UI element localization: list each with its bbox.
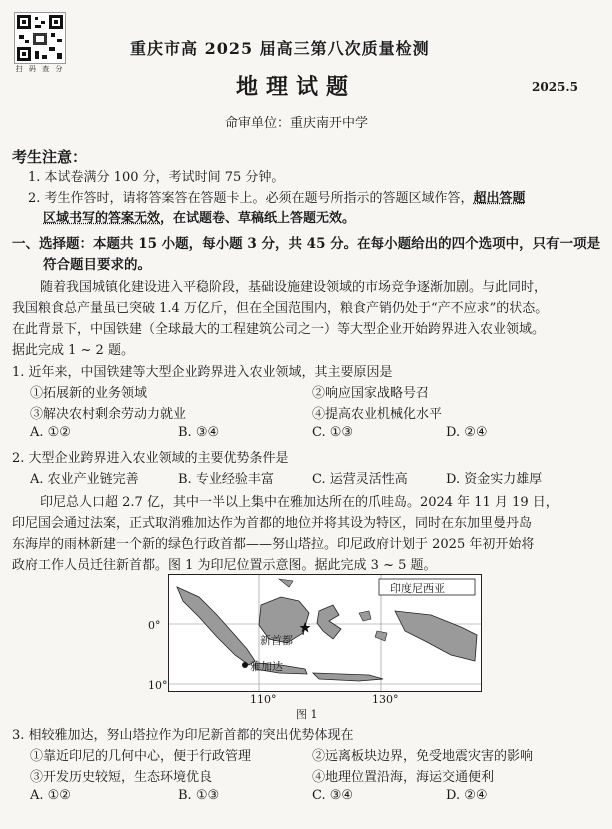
q2-option-b[interactable]: B. 专业经验丰富 xyxy=(178,472,274,487)
q3-statement-1: ①靠近印尼的几何中心，便于行政管理 xyxy=(30,749,252,764)
q1-option-c[interactable]: C. ①③ xyxy=(312,425,354,440)
q1-statement-2: ②响应国家战略号召 xyxy=(312,386,430,401)
figure-caption: 图 1 xyxy=(296,708,318,721)
passage-1-line: 在此背景下，中国铁建（全球最大的工程建筑公司之一）等大型企业开始跨界进入农业领域。 xyxy=(12,322,546,337)
notice-item-2: 2. 考生作答时，请将答案答在答题卡上。必须在题号所指示的答题区域作答，超出答题 xyxy=(28,191,526,206)
passage-1-line: 随着我国城镇化建设进入平稳阶段，基础设施建设领域的市场竞争逐渐加剧。与此同时， xyxy=(40,280,548,295)
exam-title: 重庆市高 2025 届高三第八次质量检测 xyxy=(130,39,430,58)
q1-option-d[interactable]: D. ②④ xyxy=(446,425,488,440)
passage-2-line: 东海岸的雨林新建一个新的绿色行政首都——努山塔拉。印尼政府计划于 2025 年初开始将 xyxy=(12,537,535,552)
question-1-stem: 1. 近年来，中国铁建等大型企业跨界进入农业领域，其主要原因是 xyxy=(12,365,393,380)
passage-1-line: 据此完成 1 ~ 2 题。 xyxy=(12,343,134,358)
passage-2-line: 政府工作人员迁往新首都。图 1 为印尼位置示意图。据此完成 3 ~ 5 题。 xyxy=(12,558,437,573)
author-unit: 命审单位：重庆南开中学 xyxy=(225,116,369,131)
jakarta-label: 雅加达 xyxy=(250,660,283,673)
q1-option-a[interactable]: A. ①② xyxy=(30,425,71,440)
latitude-10-label: 10° xyxy=(148,679,168,692)
passage-2-line: 印尼总人口超 2.7 亿，其中一半以上集中在雅加达所在的爪哇岛。2024 年 11 月 19 日， xyxy=(40,495,559,510)
notice-item-2-cont: 区域书写的答案无效，在试题卷、草稿纸上答题无效。 xyxy=(43,211,356,226)
question-2-stem: 2. 大型企业跨界进入农业领域的主要优势条件是 xyxy=(12,451,289,466)
map-legend: 印度尼西亚 xyxy=(390,582,445,595)
q3-option-b[interactable]: B. ①③ xyxy=(178,788,220,803)
q3-option-d[interactable]: D. ②④ xyxy=(446,788,488,803)
q1-statement-1: ①拓展新的业务领域 xyxy=(30,386,148,401)
notice-item-1: 1. 本试卷满分 100 分，考试时间 75 分钟。 xyxy=(28,170,285,185)
qr-caption: 扫 码 查 分 xyxy=(15,65,65,73)
q1-statement-3: ③解决农村剩余劳动力就业 xyxy=(30,407,187,422)
q1-statement-4: ④提高农业机械化水平 xyxy=(312,407,443,422)
q3-statement-2: ②远离板块边界，免受地震灾害的影响 xyxy=(312,749,534,764)
latitude-0-label: 0° xyxy=(148,619,161,632)
passage-2-line: 印尼国会通过法案，正式取消雅加达作为首都的地位并将其设为特区，同时在东加里曼丹岛 xyxy=(12,516,533,531)
q3-statement-4: ④地理位置沿海，海运交通便利 xyxy=(312,770,495,785)
longitude-110-label: 110° xyxy=(250,693,277,706)
notice-title: 考生注意： xyxy=(12,148,88,166)
passage-1-line: 我国粮食总产量虽已突破 1.4 万亿斤，但在全国范围内，粮食产销仍处于“产不应求”的状态。 xyxy=(12,301,549,316)
question-3-stem: 3. 相较雅加达，努山塔拉作为印尼新首都的突出优势体现在 xyxy=(12,728,354,743)
q3-statement-3: ③开发历史较短，生态环境优良 xyxy=(30,770,213,785)
section-1-heading: 一、选择题：本题共 15 小题，每小题 3 分，共 45 分。在每小题给出的四个选项中，只有一项是 xyxy=(12,236,601,252)
longitude-130-label: 130° xyxy=(372,693,399,706)
q2-option-c[interactable]: C. 运营灵活性高 xyxy=(312,472,408,487)
q2-option-d[interactable]: D. 资金实力雄厚 xyxy=(446,472,543,487)
q3-option-a[interactable]: A. ①② xyxy=(30,788,71,803)
new-capital-label: 新首都 xyxy=(260,634,293,647)
q2-option-a[interactable]: A. 农业产业链完善 xyxy=(30,472,139,487)
q1-option-b[interactable]: B. ③④ xyxy=(178,425,220,440)
q3-option-c[interactable]: C. ③④ xyxy=(312,788,354,803)
subject-title: 地理试题 xyxy=(236,74,357,100)
exam-date: 2025.5 xyxy=(532,80,578,94)
qr-code xyxy=(14,12,66,64)
section-1-heading-cont: 符合题目要求的。 xyxy=(43,257,151,273)
